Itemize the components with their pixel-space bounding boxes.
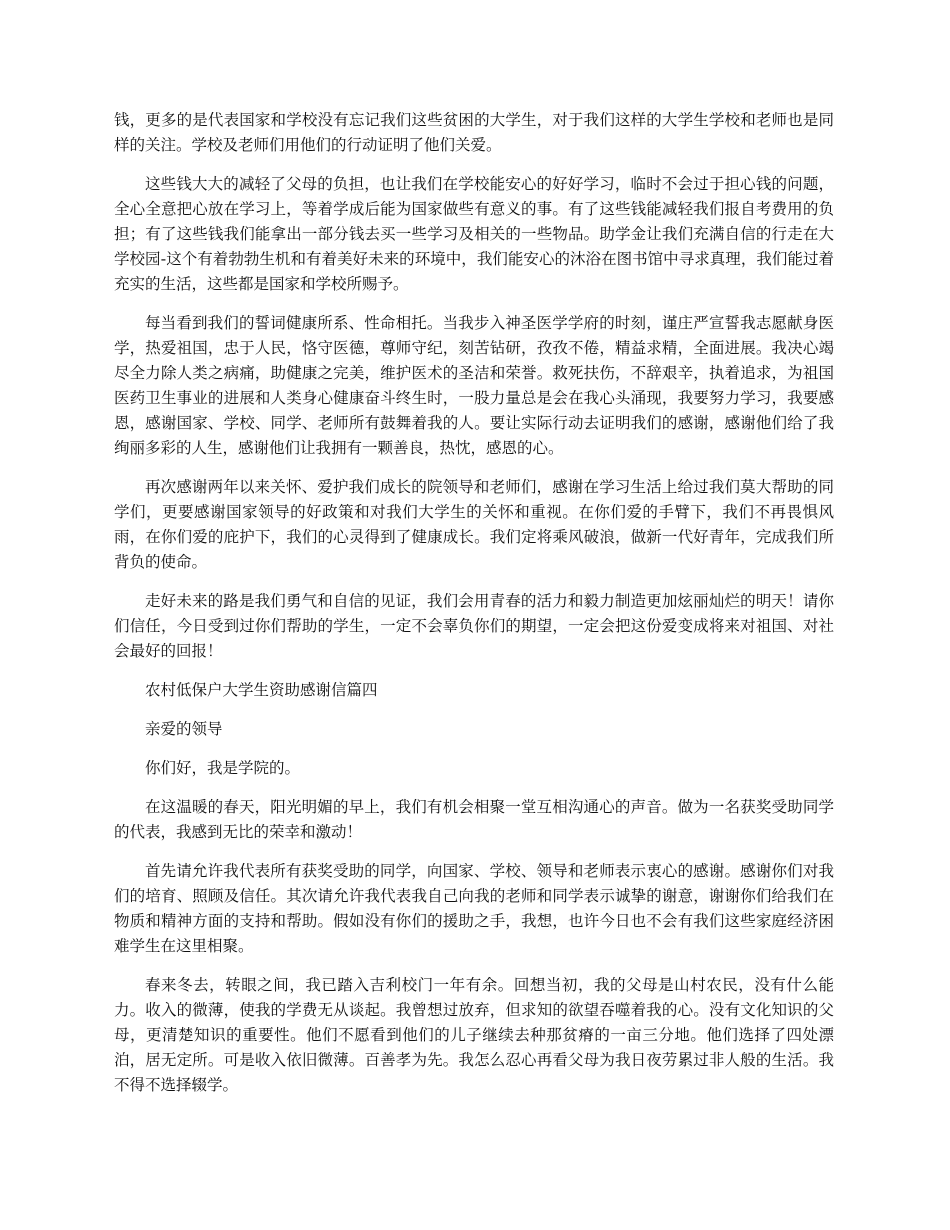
- paragraph-continuation: 钱，更多的是代表国家和学校没有忘记我们这些贫困的大学生，对于我们这样的大学生学校和老师也是同样的关注。学校及老师们用他们的行动证明了他们关爱。: [114, 111, 834, 154]
- paragraph-future: 走好未来的路是我们勇气和自信的见证，我们会用青春的活力和毅力制造更加炫丽灿烂的明天！请你们信任，今日受到过你们帮助的学生，一定不会辜负你们的期望，一定会把这份爱变成将来对祖国、对社会最好的回报！: [114, 592, 834, 660]
- paragraph-background: 春来冬去，转眼之间，我已踏入吉利校门一年有余。回想当初，我的父母是山村农民，没有什么能力。收入的微薄，使我的学费无从谈起。我曾想过放弃，但求知的欲望吞噬着我的心。没有文化知识的父母，更清楚知识的重要性。他们不愿看到他们的儿子继续去种那贫瘠的一亩三分地。他们选择了四处漂泊，居无定所。可是收入依旧微薄。百善孝为先。我怎么忍心再看父母为我日夜劳累过非人般的生活。我不得不选择辍学。: [114, 976, 834, 1094]
- salutation: 亲爱的领导: [145, 720, 223, 738]
- paragraph-spring: 在这温暖的春天，阳光明媚的早上，我们有机会相聚一堂互相沟通心的声音。做为一名获奖受助同学的代表，我感到无比的荣幸和激动！: [114, 798, 834, 841]
- paragraph-burden-relief: 这些钱大大的减轻了父母的负担，也让我们在学校能安心的好好学习，临时不会过于担心钱的问题，全心全意把心放在学习上，等着学成后能为国家做些有意义的事。有了这些钱能减轻我们报自考费用的负担；有了这些钱我们能拿出一部分钱去买一些学习及相关的一些物品。助学金让我们充满自信的行走在大学校园-这个有着勃勃生机和有着美好未来的环境中，我们能安心的沐浴在图书馆中寻求真理，我们能过着充实的生活，这些都是国家和学校所赐予。: [114, 175, 834, 293]
- document-body: [114, 108, 834, 1112]
- paragraph-thanks-leaders: 再次感谢两年以来关怀、爱护我们成长的院领导和老师们，感谢在学习生活上给过我们莫大帮助的同学们，更要感谢国家领导的好政策和对我们大学生的关怀和重视。在你们爱的手臂下，我们不再畏惧风雨，在你们爱的庇护下，我们的心灵得到了健康成长。我们定将乘风破浪，做新一代好青年，完成我们所背负的使命。: [114, 478, 834, 571]
- paragraph-gratitude: 首先请允许我代表所有获奖受助的同学，向国家、学校、领导和老师表示衷心的感谢。感谢你们对我们的培育、照顾及信任。其次请允许我代表我自己向我的老师和同学表示诚挚的谢意，谢谢你们给我们在物质和精神方面的支持和帮助。假如没有你们的援助之手，我想，也许今日也不会有我们这些家庭经济困难学生在这里相聚。: [114, 862, 834, 955]
- paragraph-oath: 每当看到我们的誓词健康所系、性命相托。当我步入神圣医学学府的时刻，谨庄严宣誓我志愿献身医学，热爱祖国，忠于人民，恪守医德，尊师守纪，刻苦钻研，孜孜不倦，精益求精，全面进展。我决心竭尽全力除人类之病痛，助健康之完美，维护医术的圣洁和荣誉。救死扶伤，不辞艰辛，执着追求，为祖国医药卫生事业的进展和人类身心健康奋斗终生时，一股力量总是会在我心头涌现，我要努力学习，我要感恩，感谢国家、学校、同学、老师所有鼓舞着我的人。要让实际行动去证明我们的感谢，感谢他们给了我绚丽多彩的人生，感谢他们让我拥有一颗善良，热忱，感恩的心。: [114, 314, 834, 457]
- greeting: 你们好，我是学院的。: [145, 759, 301, 777]
- section-heading: 农村低保户大学生资助感谢信篇四: [145, 681, 378, 699]
